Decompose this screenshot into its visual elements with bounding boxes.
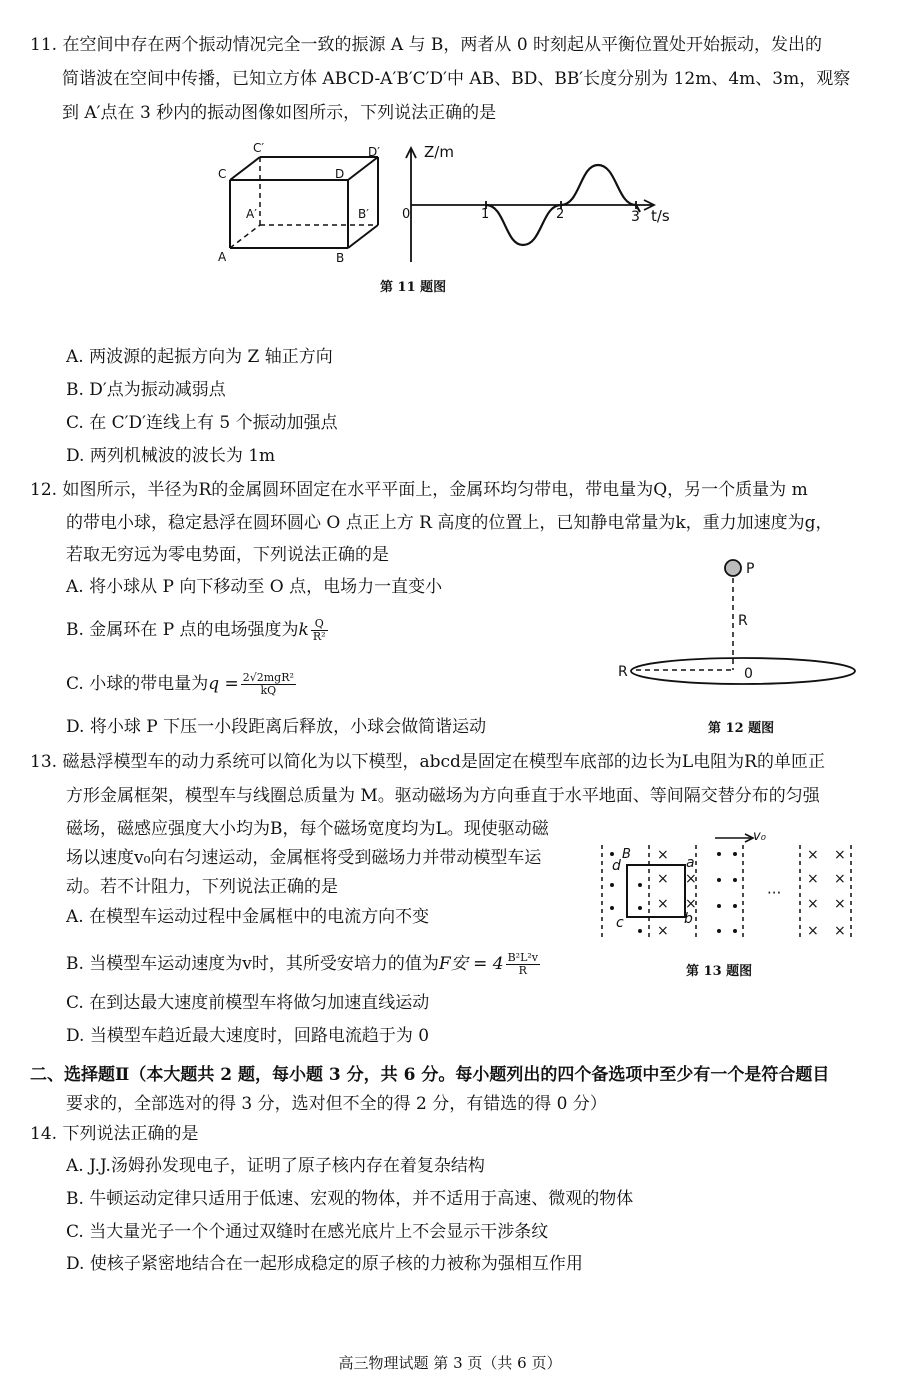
q12-option-c-numerator: 2√2mgR² [242,671,294,684]
fig13-label-v0: v₀ [753,829,766,844]
q12-option-b-k: k [298,620,309,640]
q12-stem-line1: 12. 如图所示，半径为R的金属圆环固定在水平平面上，金属环均匀带电，带电量为Q，另一个质量为 m [30,480,808,500]
q13-option-b-denominator: R [518,964,527,977]
q11-option-a: A. 两波源的起振方向为 Z 轴正方向 [66,347,333,367]
q14-option-b: B. 牛顿运动定律只适用于低速、宏观的物体，并不适用于高速、微观的物体 [66,1189,634,1209]
page-footer: 高三物理试题 第 3 页（共 6 页） [338,1354,562,1372]
q13-option-b-numerator: B²L²v [507,951,538,964]
q12-caption: 第 12 题图 [708,721,775,736]
q11-option-c: C. 在 C′D′连线上有 5 个振动加强点 [66,413,338,433]
fig13-label-d: d [612,858,621,874]
q11-option-b: B. D′点为振动减弱点 [66,380,226,400]
fig13-x-6: × [685,896,697,912]
cube-label-a: A [218,250,227,264]
fig12-label-p: P [746,561,755,577]
q12-option-a: A. 将小球从 P 向下移动至 O 点，电场力一直变小 [66,577,443,597]
q12-option-b-numerator: Q [311,618,328,631]
q13-option-b-force: F安 = 4 [438,954,504,974]
fig13-x-5: × [685,871,697,887]
fig13-label-a: a [686,855,695,871]
q13-option-d: D. 当模型车趋近最大速度时，回路电流趋于为 0 [66,1026,430,1046]
fig13-x-8: × [807,871,819,887]
q13-option-c: C. 在到达最大速度前模型车将做匀加速直线运动 [66,993,430,1013]
fig13-x-2: × [657,871,669,887]
q11-stem-line3: 到 A′点在 3 秒内的振动图像如图所示，下列说法正确的是 [62,103,497,123]
fig13-x-3: × [657,896,669,912]
fig13-label-c: c [616,915,624,931]
q13-stem-line5: 动。若不计阻力，下列说法正确的是 [66,877,338,897]
q14-option-a: A. J.J.汤姆孙发现电子，证明了原子核内存在着复杂结构 [66,1156,485,1176]
q12-option-b-denominator: R² [312,630,326,643]
cube-label-b-prime: B′ [358,207,369,221]
fig12-label-o: 0 [744,666,753,682]
fig13-label-b-corner: b [684,911,693,927]
fig13-label-b-field: B [622,847,631,862]
fig13-x-10: × [807,923,819,939]
section2-header-line1: 二、选择题Ⅱ（本大题共 2 题，每小题 3 分，共 6 分。每小题列出的四个备选项中至少有一个是符合题目 [30,1065,830,1085]
graph-tick-2: 2 [556,207,565,222]
q11-caption: 第 11 题图 [380,280,447,295]
q13-stem-line3: 磁场，磁感应强度大小均为B，每个磁场宽度均为L。现使驱动磁 [66,819,549,839]
q14-option-c: C. 当大量光子一个个通过双缝时在感光底片上不会显示干涉条纹 [66,1222,549,1242]
section2-header-line2: 要求的，全部选对的得 3 分，选对但不全的得 2 分，有错选的得 0 分） [66,1094,607,1114]
graph-tick-1: 1 [481,207,490,222]
fig13-x-13: × [834,896,846,912]
q12-option-c-q: q = [208,674,239,694]
fig12-label-r-horizontal: R [618,664,628,680]
q14-option-d: D. 使核子紧密地结合在一起形成稳定的原子核的力被称为强相互作用 [66,1254,583,1274]
q11-stem-line2: 简谐波在空间中传播，已知立方体 ABCD-A′B′C′D′中 AB、BD、BB′长度分别为 12m、4m、3m，观察 [62,69,851,89]
fig13-ellipsis: ··· [767,884,782,902]
fig13-x-7: × [807,847,819,863]
q12-option-d: D. 将小球 P 下压一小段距离后释放，小球会做简谐运动 [66,717,487,737]
cube-label-b: B [336,251,345,265]
q13-option-a: A. 在模型车运动过程中金属框中的电流方向不变 [66,907,430,927]
q11-stem-line1: 11. 在空间中存在两个振动情况完全一致的振源 A 与 B，两者从 0 时刻起从平衡位置处开始振动，发出的 [30,35,823,55]
graph-origin: 0 [402,207,411,222]
metal-frame [627,865,685,917]
q11-option-d: D. 两列机械波的波长为 1m [66,446,276,466]
q13-option-b-text: B. 当模型车运动速度为v时，其所受安培力的值为 [66,954,439,974]
cube-label-a-prime: A′ [246,207,257,221]
q12-stem-line2: 的带电小球，稳定悬浮在圆环圆心 O 点正上方 R 高度的位置上，已知静电常量为k，重力加速度为g， [66,513,833,533]
graph-ylabel: Z/m [424,143,454,161]
q12-option-b-text: B. 金属环在 P 点的电场强度为 [66,620,299,640]
fig13-x-12: × [834,871,846,887]
q12-option-c-denominator: kQ [260,684,277,697]
fig13-x-11: × [834,847,846,863]
graph-xlabel: t/s [651,207,670,225]
q12-option-c-text: C. 小球的带电量为 [66,674,209,694]
q14-stem: 14. 下列说法正确的是 [30,1124,199,1144]
graph-tick-3: 3 [631,209,640,225]
cube-label-c-prime: C′ [253,141,265,155]
fig13-x-14: × [834,923,846,939]
fig13-x-4: × [657,923,669,939]
q13-stem-line1: 13. 磁悬浮模型车的动力系统可以简化为以下模型，abcd是固定在模型车底部的边长为L电阻为R的单匝正 [30,752,825,772]
fig13-x-9: × [807,896,819,912]
fig12-label-r-vertical: R [738,613,748,629]
cube-label-d-prime: D′ [368,145,380,159]
q13-caption: 第 13 题图 [686,964,753,979]
q12-stem-line3: 若取无穷远为零电势面，下列说法正确的是 [66,545,389,565]
cube-label-d: D [335,167,345,181]
cube-label-c: C [218,167,227,181]
q13-stem-line4: 场以速度v₀向右匀速运动，金属框将受到磁场力并带动模型车运 [66,848,542,868]
fig13-x-1: × [657,847,669,863]
q13-stem-line2: 方形金属框架，模型车与线圈总质量为 M。驱动磁场为方向垂直于水平地面、等间隔交替分布的匀强 [66,786,820,806]
